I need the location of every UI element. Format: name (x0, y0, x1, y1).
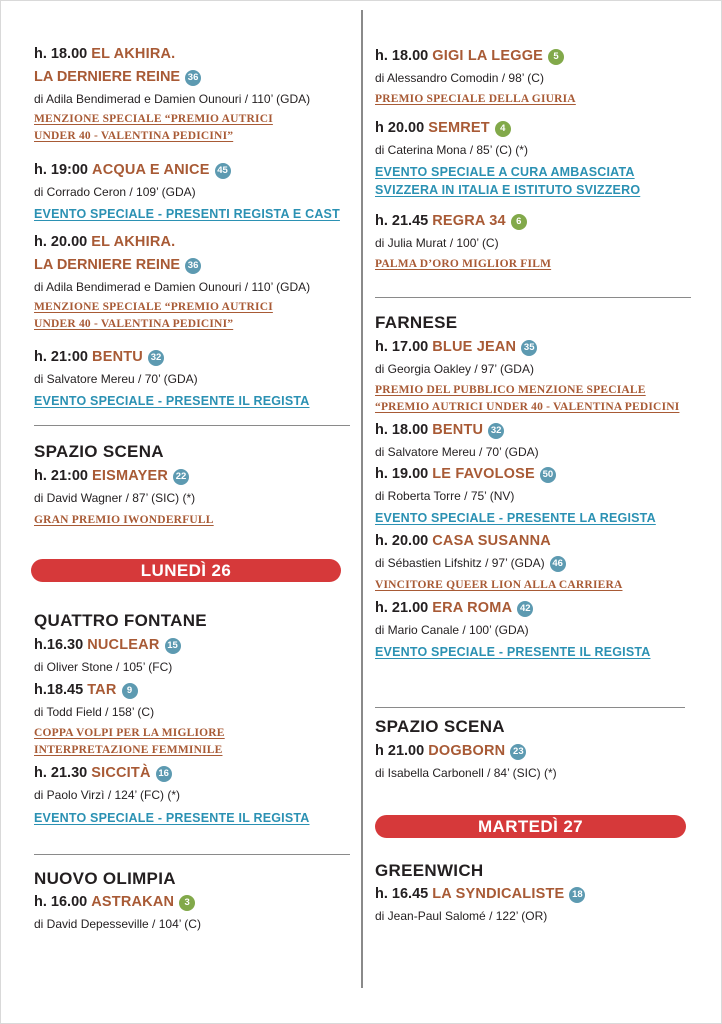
special-event-link[interactable]: EVENTO SPECIALE - PRESENTE IL REGISTA (34, 811, 310, 825)
film-title-line2: LA DERNIERE REINE (34, 69, 181, 85)
film-credit: di David Wagner / 87’ (SIC) (*) (34, 491, 196, 505)
screening-time: h. 20.00 (34, 234, 88, 250)
special-event-link[interactable]: EVENTO SPECIALE A CURA AMBASCIATA (375, 165, 635, 179)
film-credit: di Salvatore Mereu / 70’ (GDA) (375, 445, 539, 459)
screening-time: h. 18.00 (34, 46, 88, 62)
day-banner: LUNEDÌ 26 (31, 559, 341, 582)
special-event-link[interactable]: EVENTO SPECIALE - PRESENTE IL REGISTA (34, 394, 310, 408)
film-title: BENTU (92, 349, 143, 365)
screening-time-title (34, 764, 352, 782)
award-note (34, 299, 352, 333)
screening-entry (375, 47, 695, 108)
screening-time-title (375, 212, 695, 230)
film-credit: di Julia Murat / 100’ (C) (375, 236, 499, 250)
film-title-continued (34, 68, 352, 86)
screening-time-title (34, 45, 352, 63)
film-credit: di David Depesseville / 104’ (C) (34, 917, 201, 931)
section-divider (34, 854, 350, 855)
special-event-link[interactable]: SVIZZERA IN ITALIA E ISTITUTO SVIZZERO (375, 183, 641, 197)
screening-time-title (375, 599, 695, 617)
screening-time: h. 21.00 (375, 600, 429, 616)
section-number-badge: 6 (511, 214, 527, 230)
section-number-badge: 5 (548, 49, 564, 65)
award-note (375, 382, 695, 416)
screening-entry (375, 212, 695, 273)
film-title: ACQUA E ANICE (92, 162, 210, 178)
award-line: GRAN PREMIO IWONDERFULL (34, 514, 214, 526)
screening-time-title (375, 421, 695, 439)
section-number-badge: 46 (550, 556, 566, 572)
screening-time-title (375, 742, 695, 760)
screening-time: h. 21.45 (375, 213, 429, 229)
venue-name: FARNESE (375, 313, 458, 332)
screening-entry (34, 45, 352, 145)
special-event-link[interactable]: EVENTO SPECIALE - PRESENTE LA REGISTA (375, 511, 656, 525)
film-title-line2: LA DERNIERE REINE (34, 257, 181, 273)
section-number-badge: 36 (185, 70, 201, 86)
screening-time: h. 21:00 (34, 468, 88, 484)
film-credit: di Jean-Paul Salomé / 122’ (OR) (375, 909, 548, 923)
film-title: EL AKHIRA. (91, 234, 176, 250)
award-line: UNDER 40 - VALENTINA PEDICINI” (34, 318, 234, 330)
section-number-badge: 3 (179, 895, 195, 911)
award-line: PREMIO SPECIALE DELLA GIURIA (375, 93, 576, 105)
film-credit: di Salvatore Mereu / 70’ (GDA) (34, 372, 198, 386)
screening-time: h 20.00 (375, 120, 425, 136)
venue-section (34, 442, 352, 529)
film-title: TAR (87, 682, 117, 698)
special-event-link[interactable]: EVENTO SPECIALE - PRESENTI REGISTA E CAST (34, 207, 340, 221)
section-number-badge: 4 (495, 121, 511, 137)
award-line: VINCITORE QUEER LION ALLA CARRIERA (375, 579, 623, 591)
screening-time-title (375, 119, 695, 137)
screening-time-title (34, 233, 352, 251)
section-number-badge: 16 (156, 766, 172, 782)
screening-time-title (34, 893, 352, 911)
screening-time-title (34, 636, 352, 654)
film-title: ASTRAKAN (91, 894, 175, 910)
film-credit: di Isabella Carbonell / 84’ (SIC) (*) (375, 766, 557, 780)
section-divider (375, 707, 685, 708)
screening-time: h.16.30 (34, 637, 84, 653)
venue-section (34, 611, 352, 827)
film-title: SEMRET (428, 120, 490, 136)
film-credit: di Corrado Ceron / 109’ (GDA) (34, 185, 196, 199)
film-title: EISMAYER (92, 468, 169, 484)
venue-name: QUATTRO FONTANE (34, 611, 207, 630)
venue-name: SPAZIO SCENA (34, 442, 164, 461)
venue-name: GREENWICH (375, 861, 484, 880)
film-title: GIGI LA LEGGE (432, 48, 544, 64)
screening-time: h. 20.00 (375, 533, 429, 549)
section-number-badge: 45 (215, 163, 231, 179)
screening-time-title (375, 47, 695, 65)
screening-time: h. 21.30 (34, 765, 88, 781)
film-credit: di Mario Canale / 100’ (GDA) (375, 623, 529, 637)
screening-time: h. 18.00 (375, 48, 429, 64)
award-line: “PREMIO AUTRICI UNDER 40 - VALENTINA PEDICINI (375, 401, 680, 413)
screening-time-title (34, 467, 352, 485)
screening-time: h. 19.00 (375, 466, 429, 482)
day-banner: MARTEDÌ 27 (375, 815, 686, 838)
screening-time: h.18.45 (34, 682, 84, 698)
award-note (34, 111, 352, 145)
venue-section (375, 861, 695, 924)
award-line: INTERPRETAZIONE FEMMINILE (34, 744, 223, 756)
screening-time: h. 18.00 (375, 422, 429, 438)
film-credit: di Caterina Mona / 85’ (C) (*) (375, 143, 528, 157)
film-credit: di Sébastien Lifshitz / 97’ (GDA) (375, 556, 545, 570)
film-title: NUCLEAR (87, 637, 160, 653)
film-credit: di Adila Bendimerad e Damien Ounouri / 110’ (GDA) (34, 92, 311, 106)
film-title: DOGBORN (428, 743, 506, 759)
award-line: COPPA VOLPI PER LA MIGLIORE (34, 727, 225, 739)
venue-section (375, 717, 695, 781)
screening-time: h 21.00 (375, 743, 425, 759)
award-line: PALMA D’ORO MIGLIOR FILM (375, 258, 552, 270)
section-number-badge: 42 (517, 601, 533, 617)
screening-time-title (375, 338, 695, 356)
screening-entry (375, 119, 695, 199)
screening-time: h. 19:00 (34, 162, 88, 178)
section-number-badge: 50 (540, 467, 556, 483)
screening-time-title (375, 532, 695, 550)
section-number-badge: 22 (173, 469, 189, 485)
section-number-badge: 32 (488, 423, 504, 439)
screening-time-title (375, 885, 695, 903)
special-event-note (375, 163, 695, 199)
section-number-badge: 35 (521, 340, 537, 356)
film-credit: di Roberta Torre / 75’ (NV) (375, 489, 515, 503)
screening-time: h. 21:00 (34, 349, 88, 365)
award-note (34, 725, 352, 759)
screening-time: h. 16.00 (34, 894, 88, 910)
venue-section (34, 869, 352, 932)
screening-entry (34, 348, 352, 410)
film-title: EL AKHIRA. (91, 46, 176, 62)
special-event-link[interactable]: EVENTO SPECIALE - PRESENTE IL REGISTA (375, 645, 651, 659)
section-number-badge: 18 (569, 887, 585, 903)
screening-time: h. 16.45 (375, 886, 429, 902)
section-number-badge: 15 (165, 638, 181, 654)
section-number-badge: 9 (122, 683, 138, 699)
screening-entry (34, 161, 352, 223)
section-divider (34, 425, 350, 426)
film-credit-row (375, 555, 695, 572)
film-title: LA SYNDICALISTE (432, 886, 565, 902)
film-title: SICCITÀ (91, 765, 151, 781)
screening-time-title (34, 681, 352, 699)
film-title: BLUE JEAN (432, 339, 517, 355)
film-credit: di Todd Field / 158’ (C) (34, 705, 155, 719)
film-credit: di Oliver Stone / 105’ (FC) (34, 660, 173, 674)
film-title: CASA SUSANNA (432, 533, 551, 549)
section-number-badge: 23 (510, 744, 526, 760)
award-line: UNDER 40 - VALENTINA PEDICINI” (34, 130, 234, 142)
section-number-badge: 36 (185, 258, 201, 274)
screening-time-title (34, 348, 352, 366)
film-credit: di Alessandro Comodin / 98’ (C) (375, 71, 544, 85)
venue-name: NUOVO OLIMPIA (34, 869, 176, 888)
film-credit: di Georgia Oakley / 97’ (GDA) (375, 362, 534, 376)
film-credit: di Paolo Virzì / 124’ (FC) (*) (34, 788, 181, 802)
award-line: MENZIONE SPECIALE “PREMIO AUTRICI (34, 113, 273, 125)
film-credit: di Adila Bendimerad e Damien Ounouri / 110’ (GDA) (34, 280, 311, 294)
award-line: MENZIONE SPECIALE “PREMIO AUTRICI (34, 301, 273, 313)
venue-section (375, 313, 695, 661)
film-title: ERA ROMA (432, 600, 513, 616)
award-line: PREMIO DEL PUBBLICO MENZIONE SPECIALE (375, 384, 646, 396)
film-title-continued (34, 256, 352, 274)
screening-time-title (375, 465, 695, 483)
screening-time-title (34, 161, 352, 179)
section-divider (375, 297, 691, 298)
film-title: BENTU (432, 422, 484, 438)
column-divider (361, 10, 363, 988)
venue-name: SPAZIO SCENA (375, 717, 505, 736)
film-title: REGRA 34 (432, 213, 506, 229)
screening-entry (34, 233, 352, 333)
screening-time: h. 17.00 (375, 339, 429, 355)
section-number-badge: 32 (148, 350, 164, 366)
film-title: LE FAVOLOSE (432, 466, 535, 482)
